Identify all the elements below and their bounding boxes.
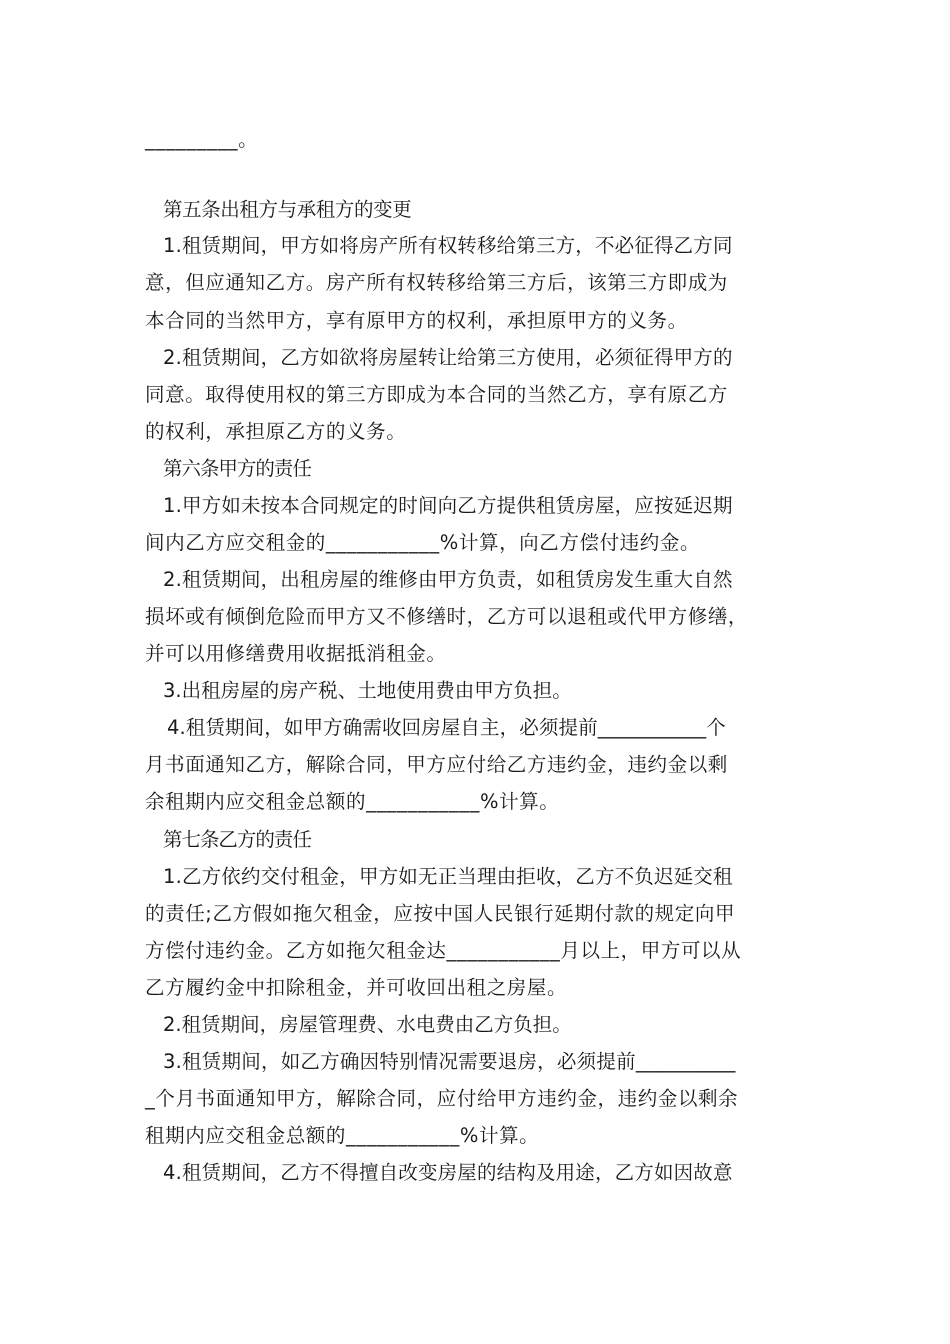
section-heading: 第七条乙方的责任 bbox=[163, 828, 311, 851]
text-line: 的责任;乙方假如拖欠租金，应按中国人民银行延期付款的规定向甲 bbox=[145, 902, 736, 925]
text-line: 乙方履约金中扣除租金，并可收回出租之房屋。 bbox=[145, 976, 568, 999]
text-line: 2.租赁期间，乙方如欲将房屋转让给第三方使用，必须征得甲方的 bbox=[163, 346, 733, 369]
text-line: 损坏或有倾倒危险而甲方又不修缮时，乙方可以退租或代甲方修缮， bbox=[145, 605, 749, 628]
text-line: 余租期内应交租金总额的___________%计算。 bbox=[145, 790, 560, 813]
text-line: 并可以用修缮费用收据抵消租金。 bbox=[145, 642, 447, 665]
text-line: 4.租赁期间，乙方不得擅自改变房屋的结构及用途，乙方如因故意 bbox=[163, 1161, 733, 1184]
text-line: _________。 bbox=[145, 128, 259, 151]
text-line: 1.租赁期间，甲方如将房产所有权转移给第三方，不必征得乙方同 bbox=[163, 234, 733, 257]
text-line: 月书面通知乙方，解除合同，甲方应付给乙方违约金，违约金以剩 bbox=[145, 753, 728, 776]
text-line: 的权利，承担原乙方的义务。 bbox=[145, 420, 407, 443]
section-heading: 第六条甲方的责任 bbox=[163, 457, 311, 480]
section-heading: 第五条出租方与承租方的变更 bbox=[163, 198, 412, 221]
text-line: 4.租赁期间，如甲方确需收回房屋自主，必须提前___________个 bbox=[167, 716, 726, 739]
text-line: 同意。取得使用权的第三方即成为本合同的当然乙方，享有原乙方 bbox=[145, 383, 728, 406]
text-line: 1.乙方依约交付租金，甲方如无正当理由拒收，乙方不负迟延交租 bbox=[163, 865, 733, 888]
text-line: 3.出租房屋的房产税、土地使用费由甲方负担。 bbox=[163, 679, 572, 702]
text-line: 2.租赁期间，房屋管理费、水电费由乙方负担。 bbox=[163, 1013, 572, 1036]
text-line: 间内乙方应交租金的___________%计算，向乙方偿付违约金。 bbox=[145, 531, 701, 554]
text-line: 3.租赁期间，如乙方确因特别情况需要退房，必须提前__________ bbox=[163, 1050, 736, 1073]
text-line: 方偿付违约金。乙方如拖欠租金达___________月以上，甲方可以从 bbox=[145, 939, 742, 962]
text-line: 2.租赁期间，出租房屋的维修由甲方负责，如租赁房发生重大自然 bbox=[163, 568, 733, 591]
text-line: _个月书面通知甲方，解除合同，应付给甲方违约金，违约金以剩余 bbox=[145, 1087, 739, 1110]
text-line: 意，但应通知乙方。房产所有权转移给第三方后，该第三方即成为 bbox=[145, 271, 728, 294]
text-line: 本合同的当然甲方，享有原甲方的权利，承担原甲方的义务。 bbox=[145, 309, 688, 332]
text-line: 租期内应交租金总额的___________%计算。 bbox=[145, 1124, 540, 1147]
text-line: 1.甲方如未按本合同规定的时间向乙方提供租赁房屋，应按延迟期 bbox=[163, 494, 733, 517]
